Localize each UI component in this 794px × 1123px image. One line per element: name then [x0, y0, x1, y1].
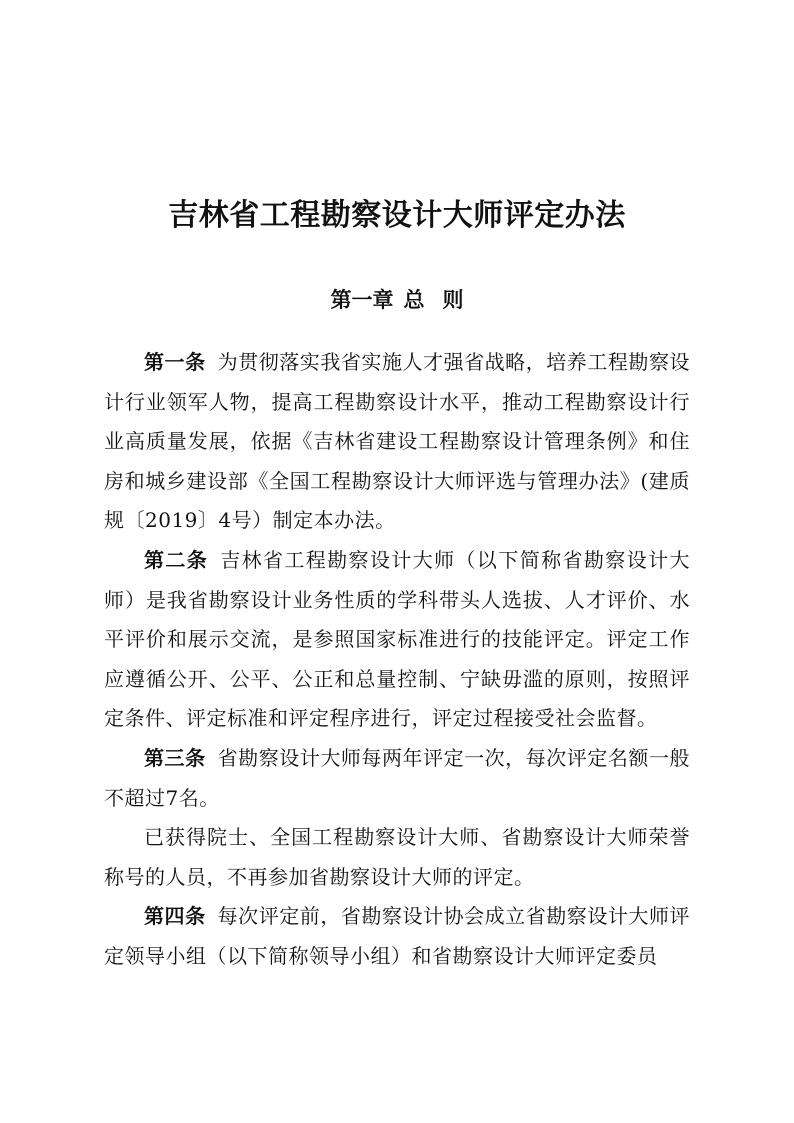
article-2-label: 第二条: [144, 547, 209, 572]
chapter-word-1: 总: [403, 288, 425, 312]
article-2-text: 吉林省工程勘察设计大师（以下简称省勘察设计大师）是我省勘察设计业务性质的学科带头人选拔、人才评价、水平评价和展示交流，是参照国家标准进行的技能评定。评定工作应遵循公开、公平、公正和总量控制、宁缺毋滥的原则，按照评定条件、评定标准和评定程序进行，评定过程接受社会监督。: [104, 547, 690, 731]
chapter-word-2: 则: [442, 288, 464, 312]
article-4-paragraph: [104, 897, 690, 976]
article-3-continuation-paragraph: [104, 818, 690, 897]
document-title: 吉林省工程勘察设计大师评定办法: [168, 198, 626, 233]
article-1-paragraph: [104, 343, 690, 541]
article-1-text: 为贯彻落实我省实施人才强省战略，培养工程勘察设计行业领军人物，提高工程勘察设计水平，推动工程勘察设计行业高质量发展，依据《吉林省建设工程勘察设计管理条例》和住房和城乡建设部《全国工程勘察设计大师评选与管理办法》(建质规〔2019〕4号）制定本办法。: [104, 350, 691, 533]
article-4-label: 第四条: [144, 904, 206, 929]
article-2-paragraph: [104, 541, 690, 739]
article-1-label: 第一条: [144, 350, 206, 374]
chapter-number: 第一章: [330, 288, 394, 312]
article-3-paragraph: [104, 739, 690, 818]
article-3-label: 第三条: [144, 745, 206, 770]
article-3-text: 省勘察设计大师每两年评定一次，每次评定名额一般不超过7名。: [104, 745, 691, 810]
document-body: [104, 343, 690, 977]
article-4-text: 每次评定前，省勘察设计协会成立省勘察设计大师评定领导小组（以下简称领导小组）和省勘察设计大师评定委员: [104, 904, 691, 968]
chapter-heading: [0, 283, 794, 317]
article-3-continuation-text: 已获得院士、全国工程勘察设计大师、省勘察设计大师荣誉称号的人员，不再参加省勘察设计大师的评定。: [104, 825, 690, 889]
